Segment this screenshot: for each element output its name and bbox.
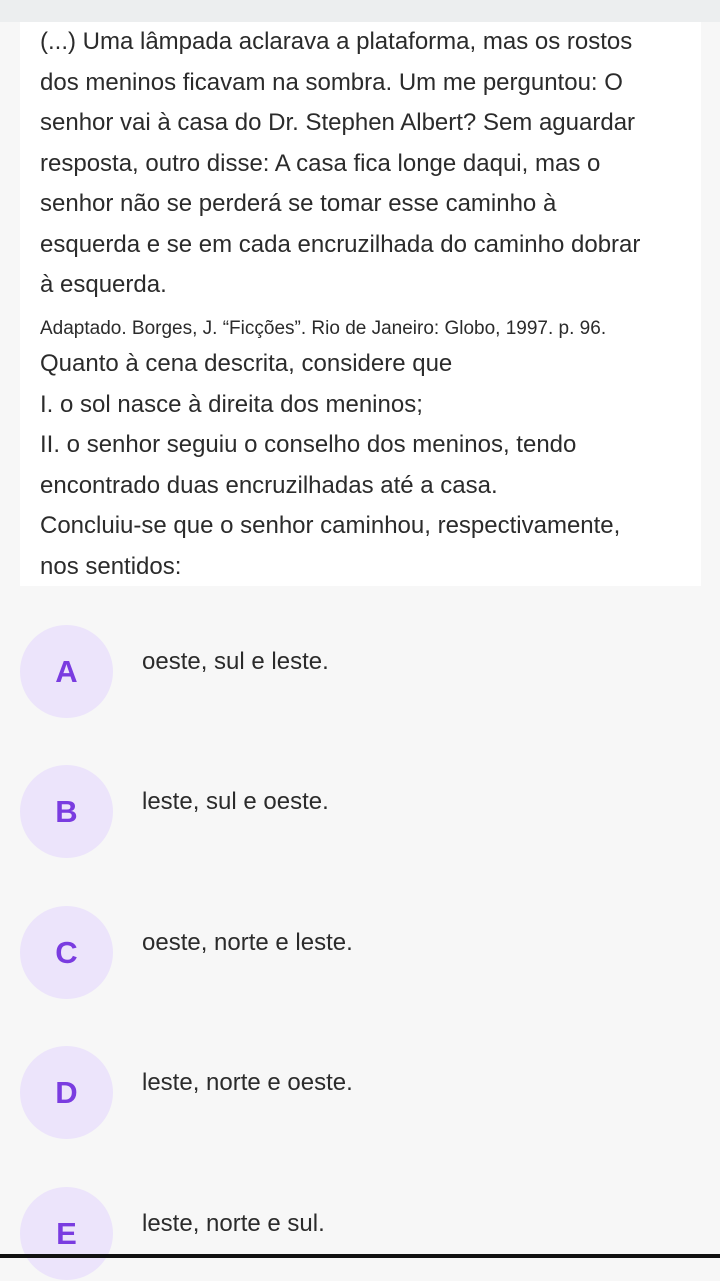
question-line: nos sentidos: [40,552,182,580]
top-status-strip [0,0,720,22]
passage-line: senhor vai à casa do Dr. Stephen Albert? Sem aguardar [40,109,636,136]
passage-line: senhor não se perderá se tomar esse caminho à [40,190,557,217]
passage-line: dos meninos ficavam na sombra. Um me perguntou: O [40,68,623,96]
option-text: leste, sul e oeste. [142,788,329,815]
option-text: leste, norte e oeste. [142,1069,353,1096]
question-line: I. o sol nasce à direita dos meninos; [40,390,423,418]
option-b[interactable] [20,765,700,859]
option-e[interactable] [20,1187,700,1281]
option-a[interactable] [20,625,700,719]
option-letter-badge: A [20,625,113,718]
passage-line: esquerda e se em cada encruzilhada do caminho dobrar [40,230,641,258]
option-letter-badge: D [20,1046,113,1139]
question-line: II. o senhor seguiu o conselho dos meninos, tendo [40,431,577,458]
source-citation: Adaptado. Borges, J. “Ficções”. Rio de Janeiro: Globo, 1997. p. 96. [40,318,607,339]
option-letter-badge: C [20,906,113,999]
option-text: leste, norte e sul. [142,1210,325,1237]
option-letter-badge: B [20,765,113,858]
question-line: Quanto à cena descrita, considere que [40,350,453,377]
question-card [20,22,701,586]
option-text: oeste, norte e leste. [142,929,353,956]
passage-line: à esquerda. [40,271,167,298]
passage-line: (...) Uma lâmpada aclarava a plataforma, mas os rostos [40,28,633,55]
bottom-edge-bar [0,1254,720,1258]
passage-line: resposta, outro disse: A casa fica longe daqui, mas o [40,149,601,177]
question-line: encontrado duas encruzilhadas até a casa. [40,471,498,499]
option-text: oeste, sul e leste. [142,648,329,675]
question-statement [40,344,620,586]
option-c[interactable] [20,906,700,1000]
option-d[interactable] [20,1046,700,1140]
option-letter-badge: E [20,1187,113,1280]
question-line: Concluiu-se que o senhor caminhou, respectivamente, [40,512,621,539]
passage-text [40,22,701,306]
